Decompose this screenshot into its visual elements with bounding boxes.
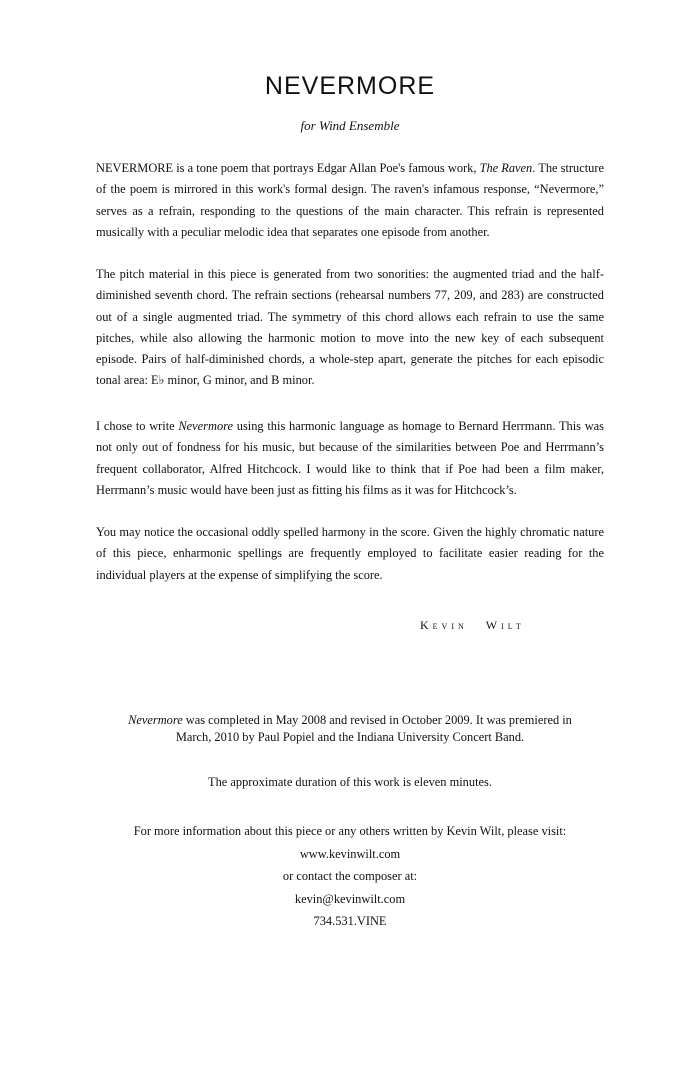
paragraph-herrmann <box>96 416 604 501</box>
page-title: NEVERMORE <box>264 72 436 100</box>
paragraph-text: I chose to write <box>96 419 179 433</box>
signature-last-name: Wilt <box>485 618 525 632</box>
subtitle: for Wind Ensemble <box>300 118 400 133</box>
composer-signature <box>420 618 525 633</box>
completion-note <box>0 712 700 746</box>
paragraph-enharmonic: You may notice the occasional oddly spelled harmony in the score. Given the highly chromatic nature of this piece, enharmonic spellings are frequently employed to facilitate easier reading for the individual players at the expense of simplifying the score. <box>96 525 604 582</box>
work-title-raven: The Raven <box>479 161 533 175</box>
info-text: For more information about this piece or any others written by Kevin Wilt, please visit: <box>133 824 567 838</box>
paragraph-text: using this harmonic language as homage to Bernard Herrmann. This was not only out of fondness for his music, but because of the similarities between Poe and Herrmann’s frequent collaborator, Alfred Hitchcock. I would like to think that if Poe had been a film maker, Herrmann’s music would have been just as fitting his films as it was for Hitchcock’s. <box>96 419 604 497</box>
paragraph-text: NEVERMORE is a tone poem that portrays Edgar Allan Poe's famous work, <box>96 161 480 175</box>
completion-title: Nevermore <box>128 713 183 727</box>
paragraph-text: . The structure of the poem is mirrored in this work's formal design. The raven's infamous response, “Nevermore,” serves as a refrain, responding to the questions of the main character. This refrain is represented musically with a peculiar melodic idea that separates one episode from another. <box>96 161 604 239</box>
duration-note: The approximate duration of this work is eleven minutes. <box>208 775 492 789</box>
completion-text: was completed in May 2008 and revised in October 2009. It was premiered in March, 2010 by Paul Popiel and the Indiana University Concert Band. <box>175 713 572 744</box>
contact-block <box>0 820 700 933</box>
paragraph-pitch-material: The pitch material in this piece is generated from two sonorities: the augmented triad and the half-diminished seventh chord. The refrain sections (rehearsal numbers 77, 209, and 283) are constructed out of a single augmented triad. The symmetry of this chord allows each refrain to use the same pitches, while also allowing the harmonic motion to move into the new key of each subsequent episode. Pairs of half-diminished chords, a whole-step apart, generate the pitches for each episodic tonal area: E♭ minor, G minor, and B minor. <box>96 267 604 388</box>
work-title-nevermore: Nevermore <box>178 419 234 433</box>
email-link[interactable]: kevin@kevinwilt.com <box>294 891 406 906</box>
paragraph-intro <box>96 158 604 243</box>
phone-number: 734.531.VINE <box>313 914 387 928</box>
signature-first-name: Kevin <box>420 618 468 632</box>
website-link[interactable]: www.kevinwilt.com <box>299 846 401 861</box>
contact-label: or contact the composer at: <box>282 869 418 883</box>
